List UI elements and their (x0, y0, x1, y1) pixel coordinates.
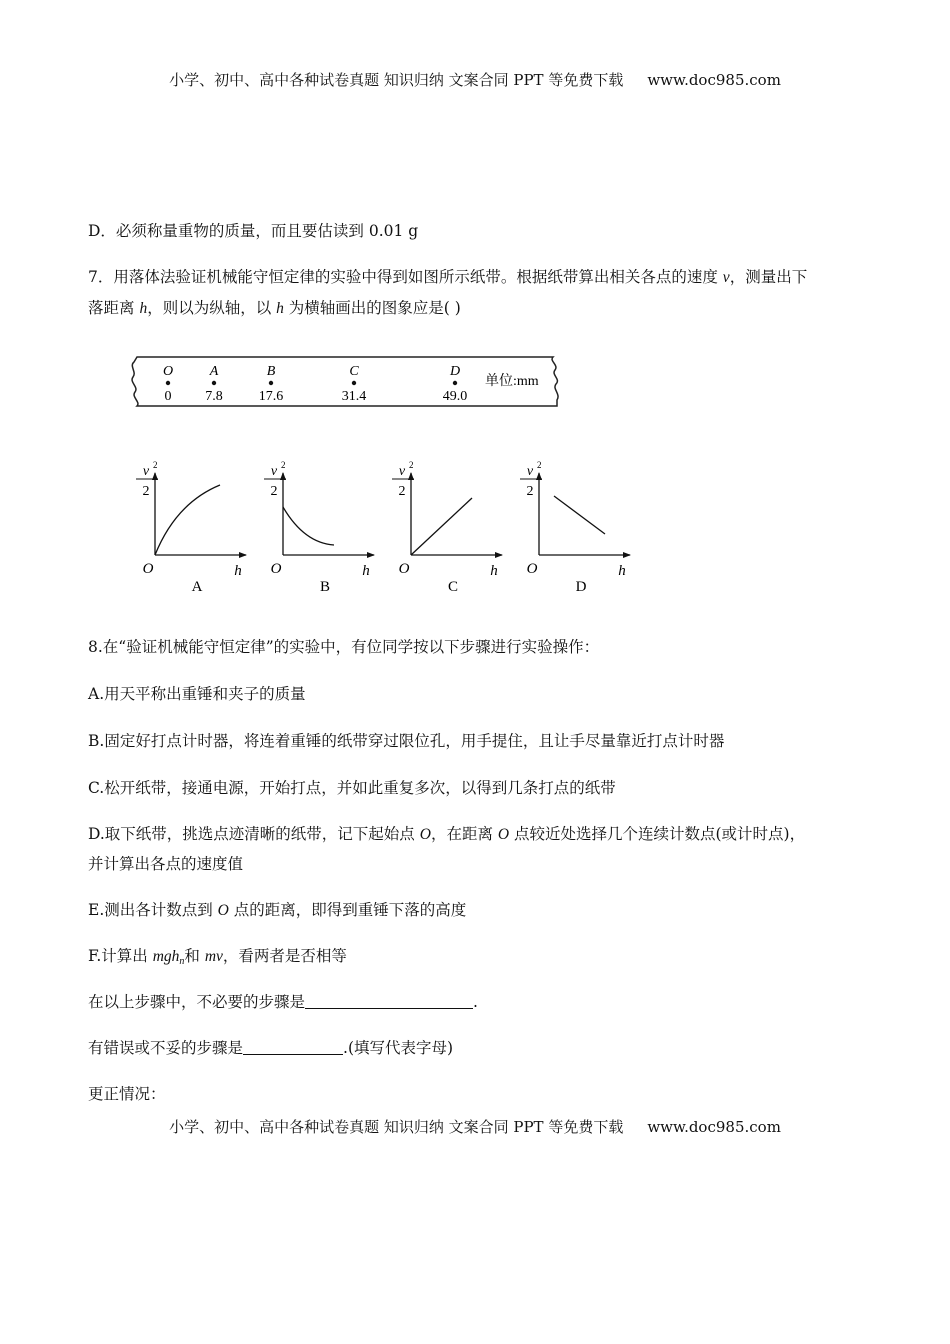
origin-label: O (398, 561, 410, 577)
q7-line-2 (88, 296, 461, 318)
tape-unit: 单位:mm (485, 374, 539, 389)
graph-line (554, 496, 605, 534)
tape-point-dot (212, 381, 216, 385)
x-label: h (618, 563, 626, 579)
q8-unnecessary-line (88, 990, 478, 1012)
tape-point-value: 17.6 (258, 389, 284, 404)
graph-line (411, 498, 472, 555)
q8-text: F.计算出 (88, 947, 153, 965)
q8-step-a: A.用天平称出重锤和夹子的质量 (88, 685, 306, 703)
y-label-sup: 2 (281, 460, 286, 470)
q8-text: 点的距离，即得到重锤下落的高度 (228, 901, 467, 919)
q8-text: 点较近处选择几个连续计数点(或计时点)， (509, 825, 806, 843)
q8-var-o: O (217, 902, 229, 919)
footer-site: www.doc985.com (647, 1118, 781, 1136)
y-label-den: 2 (142, 484, 150, 499)
y-label-sup: 2 (537, 460, 542, 470)
graph-b (264, 460, 374, 595)
q7-text: 7．用落体法验证机械能守恒定律的实验中得到如图所示纸带。根据纸带算出相关各点的速度 (88, 268, 723, 286)
tape-point-label: O (162, 364, 174, 379)
q8-step-c: C.松开纸带，接通电源，开始打点，并如此重复多次，以得到几条打点的纸带 (88, 779, 616, 797)
tape-point-label: B (266, 364, 276, 379)
q8-subscript: n (179, 956, 185, 967)
x-label: h (490, 563, 498, 579)
y-label-num: v (398, 464, 406, 479)
y-label-num: v (142, 464, 150, 479)
q8-text: 在以上步骤中，不必要的步骤是 (88, 993, 306, 1011)
origin-label: O (526, 561, 538, 577)
q8-text: 有错误或不妥的步骤是 (88, 1039, 244, 1057)
q7-var-v: v (722, 269, 730, 286)
graph-options-figure (128, 455, 648, 600)
q8-var-o: O (419, 826, 431, 843)
paper-tape-figure (125, 350, 565, 412)
option-d: D．必须称量重物的质量，而且要估读到 0.01 g (88, 222, 419, 240)
tape-point-label: C (349, 364, 359, 379)
q8-text: . (473, 993, 478, 1011)
q7-var-h: h (276, 300, 284, 317)
answer-blank-wrong[interactable] (243, 1039, 343, 1055)
tape-point-dot (453, 381, 457, 385)
option-label: C (447, 579, 459, 595)
tape-point-value: 0 (164, 389, 172, 404)
page-footer (0, 1116, 950, 1137)
q8-step-b: B.固定好打点计时器，将连着重锤的纸带穿过限位孔，用手提住，且让手尽量靠近打点计时器 (88, 732, 725, 750)
tape-point-value: 7.8 (205, 389, 223, 404)
tape-point-dot (166, 381, 170, 385)
origin-label: O (142, 561, 154, 577)
y-label-num: v (270, 464, 278, 479)
q7-text: 为横轴画出的图象应是( ) (283, 299, 461, 317)
q8-step-d-line-1 (88, 822, 805, 844)
q8-text: ，看两者是否相等 (222, 947, 347, 965)
x-label: h (362, 563, 370, 579)
y-label-den: 2 (398, 484, 406, 499)
tape-point-label: A (209, 364, 219, 379)
q8-var-o: O (497, 826, 510, 843)
tape-point-dot (352, 381, 356, 385)
x-label: h (234, 563, 242, 579)
option-label: A (191, 579, 203, 595)
option-label: B (319, 579, 331, 595)
y-label-sup: 2 (153, 460, 158, 470)
y-label-den: 2 (526, 484, 534, 499)
q7-text: ，则以为纵轴，以 (147, 299, 277, 317)
graph-curve (155, 485, 220, 555)
q8-var-mgh: mgh (152, 948, 180, 965)
header-site: www.doc985.com (647, 71, 781, 89)
q8-text: ，在距离 (430, 825, 498, 843)
page-header (0, 69, 950, 90)
tape-point-label: D (449, 364, 461, 379)
q8-step-d-line-2: 并计算出各点的速度值 (88, 855, 244, 873)
q8-correction: 更正情况： (88, 1085, 166, 1103)
tape-point-value: 49.0 (442, 389, 468, 404)
tape-point-value: 31.4 (341, 389, 367, 404)
answer-blank-unnecessary[interactable] (305, 993, 473, 1009)
tape-point-dot (269, 381, 273, 385)
q8-text: 和 (184, 947, 205, 965)
q8-text: .(填写代表字母) (343, 1039, 454, 1057)
q8-wrong-line (88, 1036, 453, 1058)
footer-text: 小学、初中、高中各种试卷真题 知识归纳 文案合同 PPT 等免费下载 (169, 1118, 624, 1136)
graph-a (136, 460, 246, 595)
origin-label: O (270, 561, 282, 577)
header-text: 小学、初中、高中各种试卷真题 知识归纳 文案合同 PPT 等免费下载 (169, 71, 624, 89)
y-label-num: v (526, 464, 534, 479)
q7-text: 落距离 (88, 299, 140, 317)
graph-c (392, 460, 502, 595)
q8-step-f (88, 944, 347, 967)
option-label: D (575, 579, 587, 595)
graph-curve (283, 507, 334, 545)
q8-var-mv: mv (204, 948, 223, 965)
q7-line-1 (88, 265, 807, 287)
q8-intro: 8.在“验证机械能守恒定律”的实验中，有位同学按以下步骤进行实验操作： (88, 638, 600, 656)
q7-text: ，测量出下 (729, 268, 808, 286)
y-label-sup: 2 (409, 460, 414, 470)
q8-text: D.取下纸带，挑选点迹清晰的纸带，记下起始点 (88, 825, 420, 843)
q8-text: E.测出各计数点到 (88, 901, 218, 919)
q7-var-h: h (139, 300, 148, 317)
graph-d (520, 460, 630, 595)
q8-step-e (88, 898, 466, 920)
y-label-den: 2 (270, 484, 278, 499)
